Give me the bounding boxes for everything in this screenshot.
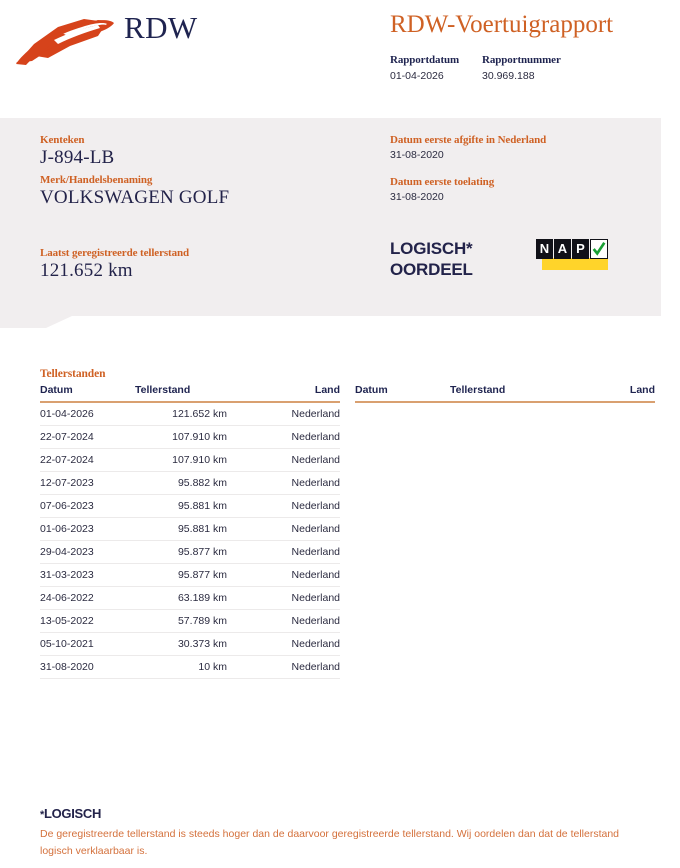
meter-cell-country: Nederland [245,495,340,518]
footnote-title [40,806,640,821]
verdict-line-1: LOGISCH* [390,239,473,258]
table-row [40,656,340,679]
meta-report-date-label: Rapportdatum [390,54,460,66]
footnote [40,806,640,860]
meter-cell-country: Nederland [245,472,340,495]
field-laatste-tellerstand-label: Laatst geregistreerde tellerstand [40,247,190,259]
table-row [40,518,340,541]
field-laatste-tellerstand-value: 121.652 km [40,260,133,281]
column-header-date: Datum [355,384,450,402]
column-header-country: Land [245,384,340,402]
footnote-title-text: LOGISCH [43,806,102,821]
field-eerste-afgifte [390,134,650,161]
meter-cell-date: 22-07-2024 [40,426,135,449]
nap-letter-a: A [554,239,571,259]
meter-cell-reading: 95.881 km [135,495,245,518]
column-header-country: Land [560,384,655,402]
field-merk [40,174,370,209]
meter-cell-date: 01-06-2023 [40,518,135,541]
meter-cell-date: 22-07-2024 [40,449,135,472]
field-eerste-toelating-value: 31-08-2020 [390,191,444,203]
meter-cell-reading: 107.910 km [135,426,245,449]
meter-rows-left [40,402,340,679]
table-header-row [40,384,340,402]
meter-cell-country: Nederland [245,426,340,449]
table-row [40,426,340,449]
report-header [0,0,680,118]
meta-report-date-value: 01-04-2026 [390,70,444,82]
table-row [40,564,340,587]
rdw-swoosh-logo [14,16,120,68]
table-row [40,587,340,610]
table-row [40,472,340,495]
meter-cell-date: 29-04-2023 [40,541,135,564]
field-eerste-afgifte-label: Datum eerste afgifte in Nederland [390,134,547,146]
summary-right-column [390,134,650,279]
rdw-logo [14,8,314,70]
meter-cell-reading: 107.910 km [135,449,245,472]
report-meta [390,54,581,82]
field-eerste-toelating-label: Datum eerste toelating [390,176,495,188]
table-row [40,610,340,633]
table-row [40,449,340,472]
meter-cell-country: Nederland [245,449,340,472]
meter-cell-country: Nederland [245,541,340,564]
meta-report-date [390,54,462,82]
meter-cell-reading: 95.881 km [135,518,245,541]
field-eerste-afgifte-value: 31-08-2020 [390,149,444,161]
meter-cell-reading: 10 km [135,656,245,679]
nap-logo [536,239,608,272]
meter-cell-country: Nederland [245,518,340,541]
rdw-wordmark: RDW [124,10,198,45]
meter-section-title: Tellerstanden [40,368,106,380]
vehicle-summary-panel [0,118,680,330]
meter-cell-country: Nederland [245,402,340,426]
meter-table-right [355,368,655,403]
green-check-glyph [591,240,607,258]
meter-cell-date: 31-03-2023 [40,564,135,587]
column-header-date: Datum [40,384,135,402]
meter-table-right-grid [355,384,655,403]
meter-readings-section [0,368,680,673]
footnote-star: * [40,809,44,821]
meter-cell-country: Nederland [245,564,340,587]
meter-cell-country: Nederland [245,587,340,610]
meter-cell-date: 07-06-2023 [40,495,135,518]
meter-cell-reading: 30.373 km [135,633,245,656]
table-row [40,633,340,656]
meta-report-number-label: Rapportnummer [482,54,561,66]
table-row [40,495,340,518]
meta-report-number [482,54,561,82]
field-eerste-toelating [390,176,650,203]
column-header-meter: Tellerstand [135,384,245,402]
summary-left-column [40,134,370,287]
table-row [40,541,340,564]
meter-cell-reading: 63.189 km [135,587,245,610]
meter-cell-date: 12-07-2023 [40,472,135,495]
meter-cell-country: Nederland [245,633,340,656]
verdict-row [390,238,650,294]
meter-cell-reading: 57.789 km [135,610,245,633]
table-header-row [355,384,655,402]
meter-cell-date: 01-04-2026 [40,402,135,426]
meter-table-left-grid [40,384,340,679]
green-check-icon [590,239,608,259]
field-kenteken-label: Kenteken [40,134,85,146]
field-laatste-tellerstand [40,247,370,282]
field-merk-value: VOLKSWAGEN GOLF [40,187,230,208]
nap-letter-n: N [536,239,553,259]
field-kenteken-value: J-894-LB [40,147,115,168]
meter-cell-date: 05-10-2021 [40,633,135,656]
footnote-text: De geregistreerde tellerstand is steeds hoger dan de daarvoor geregistreerde tellerstand. Wij oordelen dan dat de tellerstand logisch verklaarbaar is. [40,828,620,857]
meter-cell-country: Nederland [245,610,340,633]
verdict-line-2: OORDEEL [390,260,473,279]
field-kenteken [40,134,370,169]
meter-table-left [40,368,340,679]
page-title: RDW-Voertuigrapport [390,11,614,38]
verdict-label [390,238,473,280]
meter-cell-reading: 95.877 km [135,564,245,587]
meta-report-number-value: 30.969.188 [482,70,535,82]
meter-cell-date: 24-06-2022 [40,587,135,610]
meter-cell-reading: 121.652 km [135,402,245,426]
meter-cell-country: Nederland [245,656,340,679]
meter-cell-reading: 95.877 km [135,541,245,564]
column-header-meter: Tellerstand [450,384,560,402]
summary-panel-notch [0,316,72,328]
table-row [40,402,340,426]
nap-letter-p: P [572,239,589,259]
meter-cell-reading: 95.882 km [135,472,245,495]
meter-cell-date: 31-08-2020 [40,656,135,679]
field-merk-label: Merk/Handelsbenaming [40,174,153,186]
meter-cell-date: 13-05-2022 [40,610,135,633]
